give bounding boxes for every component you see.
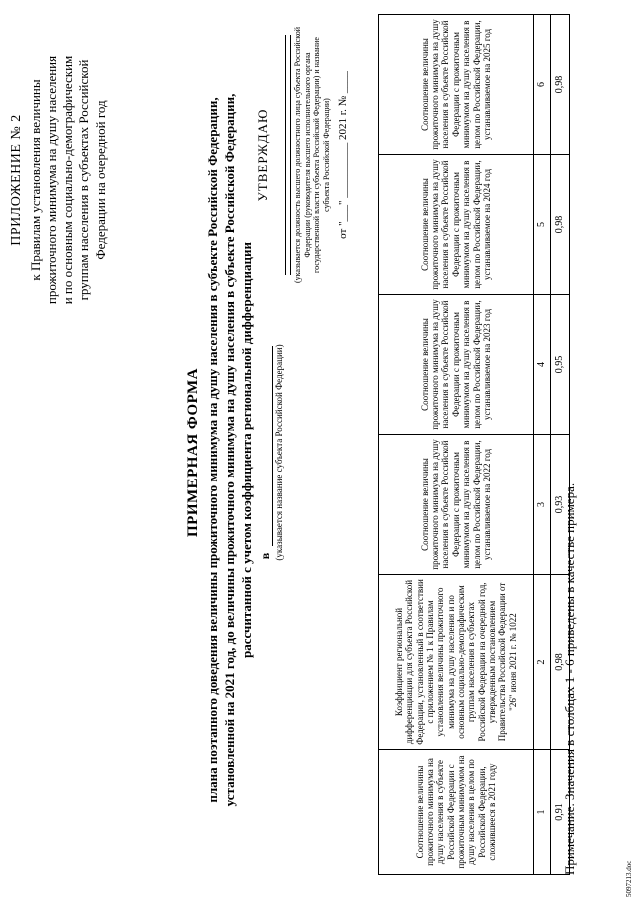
region-prefix: в bbox=[258, 552, 272, 560]
appendix-line: к Правилам установления величины bbox=[27, 79, 43, 281]
appendix-block bbox=[8, 15, 109, 345]
appendix-title: ПРИЛОЖЕНИЕ № 2 bbox=[9, 114, 24, 246]
table-value: 0,93 bbox=[551, 435, 570, 575]
approve-note: (указывается должность высшего должностного лица субъекта Российской Федерации (руководителя высшего исполнительного органа государственной власти субъекта Российской Федерации) и название субъекта Российской Федерации) bbox=[293, 27, 331, 283]
appendix-line: и по основным социально-демографическим bbox=[60, 55, 75, 305]
approve-date-line: от "___" __________ 2021 г. № ____ bbox=[337, 71, 350, 239]
approve-blank-line bbox=[286, 35, 291, 275]
region-blank-line bbox=[272, 346, 273, 546]
form-title: ПРИМЕРНАЯ ФОРМА bbox=[185, 368, 201, 538]
footnote: Примечание. Значения в столбцах 1 - 6 приведены в качестве примера. bbox=[562, 482, 577, 875]
document-id: 5097213.doc bbox=[625, 860, 633, 897]
table-header-cell: Соотношение величины прожиточного минимума на душу населения в субъекте Российской Федерации с прожиточным минимумом на душу населения в целом по Российской Федерации, устанавливаемое на 2025 год bbox=[379, 15, 534, 155]
appendix-line: Федерации на очередной год bbox=[92, 100, 108, 260]
table-number-row bbox=[534, 15, 551, 875]
table-header-cell: Соотношение величины прожиточного минимума на душу населения в субъекте Российской Федерации с прожиточным минимумом на душу населения в целом по Российской Федерации, устанавливаемое на 2023 год bbox=[379, 295, 534, 435]
form-subtitle-line: установленной на 2021 год, до величины прожиточного минимума на душу населения в субъекте Российской Федерации, bbox=[221, 93, 237, 807]
table-header-cell: Соотношение величины прожиточного минимума на душу населения в субъекте Российской Федерации с прожиточным минимумом на душу населения в целом по Российской Федерации, устанавливаемое на 2022 год bbox=[379, 435, 534, 575]
form-subtitle bbox=[205, 35, 256, 865]
form-subtitle-line: плана поэтапного доведения величины прожиточного минимума на душу населения в субъекте Российской Федерации, bbox=[205, 97, 220, 803]
appendix-line: прожиточного минимума на душу населения bbox=[43, 55, 59, 305]
table-value: 0,98 bbox=[551, 15, 570, 155]
table-value: 0,98 bbox=[551, 155, 570, 295]
table-value: 0,91 bbox=[551, 750, 570, 875]
table-header-cell: Соотношение величины прожиточного минимума на душу населения в субъекте Российской Федерации с прожиточным минимумом на душу населения в целом по Российской Федерации, сложившееся в 2021 году bbox=[379, 750, 534, 875]
column-number: 3 bbox=[534, 435, 551, 575]
form-subtitle-line: рассчитанной с учетом коэффициента региональной дифференциации bbox=[238, 242, 254, 658]
data-table bbox=[378, 14, 570, 875]
column-number: 5 bbox=[534, 155, 551, 295]
table-header-row bbox=[379, 15, 534, 875]
column-number: 2 bbox=[534, 575, 551, 750]
table-value: 0,95 bbox=[551, 295, 570, 435]
region-note: (указывается название субъекта Российской Федерации) bbox=[274, 344, 284, 561]
column-number: 6 bbox=[534, 15, 551, 155]
approval-block bbox=[255, 25, 349, 285]
table-value: 0,98 bbox=[551, 575, 570, 750]
table-header-cell: Соотношение величины прожиточного минимума на душу населения в субъекте Российской Федерации с прожиточным минимумом на душу населения в целом по Российской Федерации, устанавливаемое на 2024 год bbox=[379, 155, 534, 295]
column-number: 1 bbox=[534, 750, 551, 875]
appendix-line: группам населения в субъектах Российской bbox=[76, 59, 92, 301]
approve-heading: УТВЕРЖДАЮ bbox=[255, 108, 270, 202]
table-header-cell: Коэффициент региональной дифференциации для субъекта Российской Федерации, установленный в соответствии с приложением № 1 к Правилам установления величины прожиточного минимума на душу населения и по основным социально-демографическим группам населения в субъектах Российской Федерации на очередной год, утвержденным постановлением Правительства Российской Федерации от "26" июня 2021 г. № 1022 bbox=[379, 575, 534, 750]
column-number: 4 bbox=[534, 295, 551, 435]
